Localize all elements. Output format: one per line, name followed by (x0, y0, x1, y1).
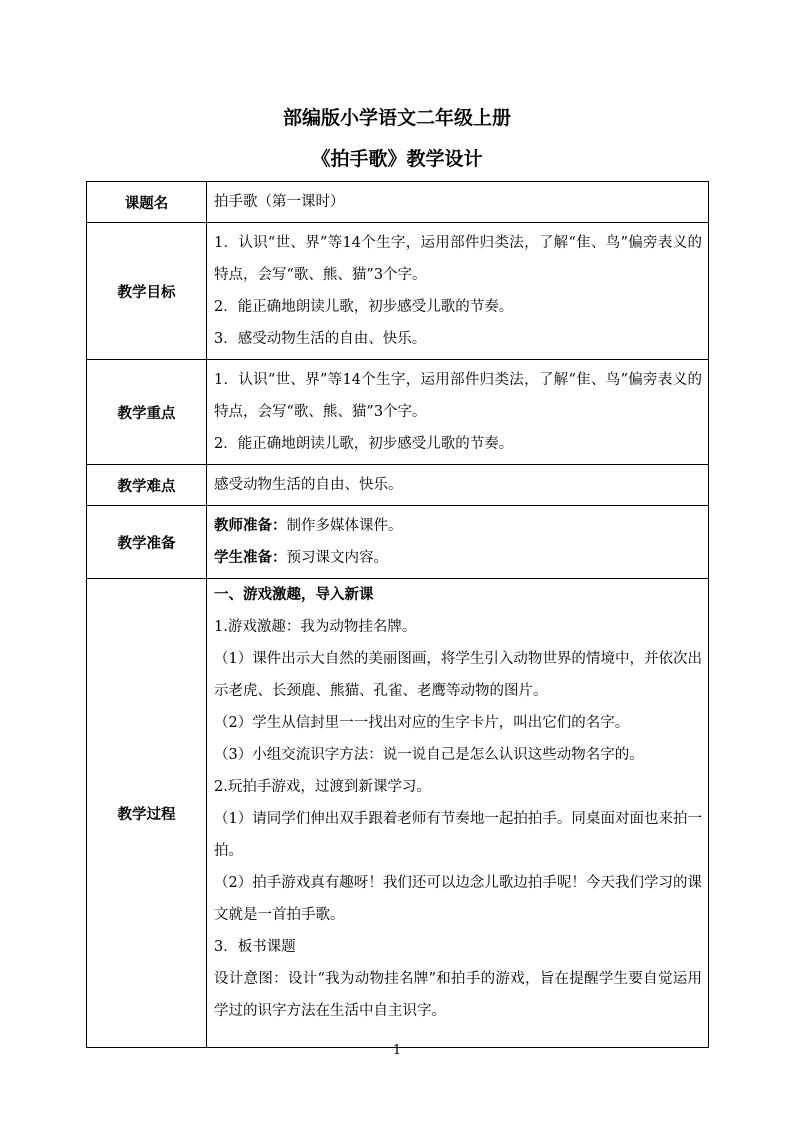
difficulty-text: 感受动物生活的自由、快乐。 (207, 465, 709, 506)
process-line-5: 2.玩拍手游戏，过渡到新课学习。 (214, 779, 431, 795)
process-line-8: 3．板书课题 (214, 939, 296, 955)
teacher-prep-label: 教师准备： (214, 517, 287, 534)
process-line-4: （3）小组交流识字方法：说一说自己是怎么认识这些动物名字的。 (214, 747, 644, 763)
process-line-9: 设计意图：设计“我为动物挂名牌”和拍手的游戏，旨在提醒学生要自觉运用学过的识字方法在生活中自主识字。 (214, 971, 702, 1019)
process-line-2: （1）课件出示大自然的美丽图画，将学生引入动物世界的情境中，并依次出示老虎、长颈鹿、熊猫、孔雀、老鹰等动物的图片。 (214, 651, 702, 699)
process-line-7: （2）拍手游戏真有趣呀！我们还可以边念儿歌边拍手呢！今天我们学习的课文就是一首拍手歌。 (214, 875, 702, 923)
process-heading: 一、游戏激趣，导入新课 (214, 586, 374, 603)
row-focus (87, 360, 709, 465)
document-title: 部编版小学语文二年级上册 (282, 107, 511, 129)
goals-line-3: 3．感受动物生活的自由、快乐。 (214, 331, 427, 347)
goals-line-2: 2．能正确地朗读儿歌，初步感受儿歌的节奏。 (214, 299, 514, 315)
document-subtitle: 《拍手歌》教学设计 (311, 148, 483, 170)
page-number: 1 (392, 1043, 402, 1058)
lesson-plan-table (86, 181, 709, 1048)
row-prep (87, 506, 709, 579)
student-prep-label: 学生准备： (214, 549, 287, 566)
process-line-1: 1.游戏激趣：我为动物挂名牌。 (214, 619, 417, 635)
focus-content (207, 360, 709, 465)
goals-label: 教学目标 (87, 223, 207, 360)
row-topic (87, 182, 709, 223)
student-prep (214, 542, 702, 574)
focus-line-1: 1．认识“世、界”等14个生字，运用部件归类法，了解“隹、鸟”偏旁表义的特点，会写“歌、熊、猫”3个字。 (214, 372, 702, 420)
focus-line-2: 2．能正确地朗读儿歌，初步感受儿歌的节奏。 (214, 436, 514, 452)
prep-content (207, 506, 709, 579)
row-process (87, 579, 709, 1048)
process-label: 教学过程 (87, 579, 207, 1048)
goals-line-1: 1．认识“世、界”等14个生字，运用部件归类法，了解“隹、鸟”偏旁表义的特点，会写“歌、熊、猫”3个字。 (214, 235, 702, 283)
prep-label: 教学准备 (87, 506, 207, 579)
process-line-3: （2）学生从信封里一一找出对应的生字卡片，叫出它们的名字。 (214, 715, 630, 731)
process-content (207, 579, 709, 1048)
teacher-prep-text: 制作多媒体课件。 (286, 518, 403, 534)
student-prep-text: 预习课文内容。 (286, 550, 388, 566)
topic-text: 拍手歌（第一课时） (207, 182, 709, 223)
focus-label: 教学重点 (87, 360, 207, 465)
topic-label: 课题名 (87, 182, 207, 223)
teacher-prep (214, 510, 702, 542)
process-line-6: （1）请同学们伸出双手跟着老师有节奏地一起拍拍手。同桌面对面也来拍一拍。 (214, 811, 702, 859)
difficulty-label: 教学难点 (87, 465, 207, 506)
row-difficulty (87, 465, 709, 506)
row-goals (87, 223, 709, 360)
goals-content (207, 223, 709, 360)
